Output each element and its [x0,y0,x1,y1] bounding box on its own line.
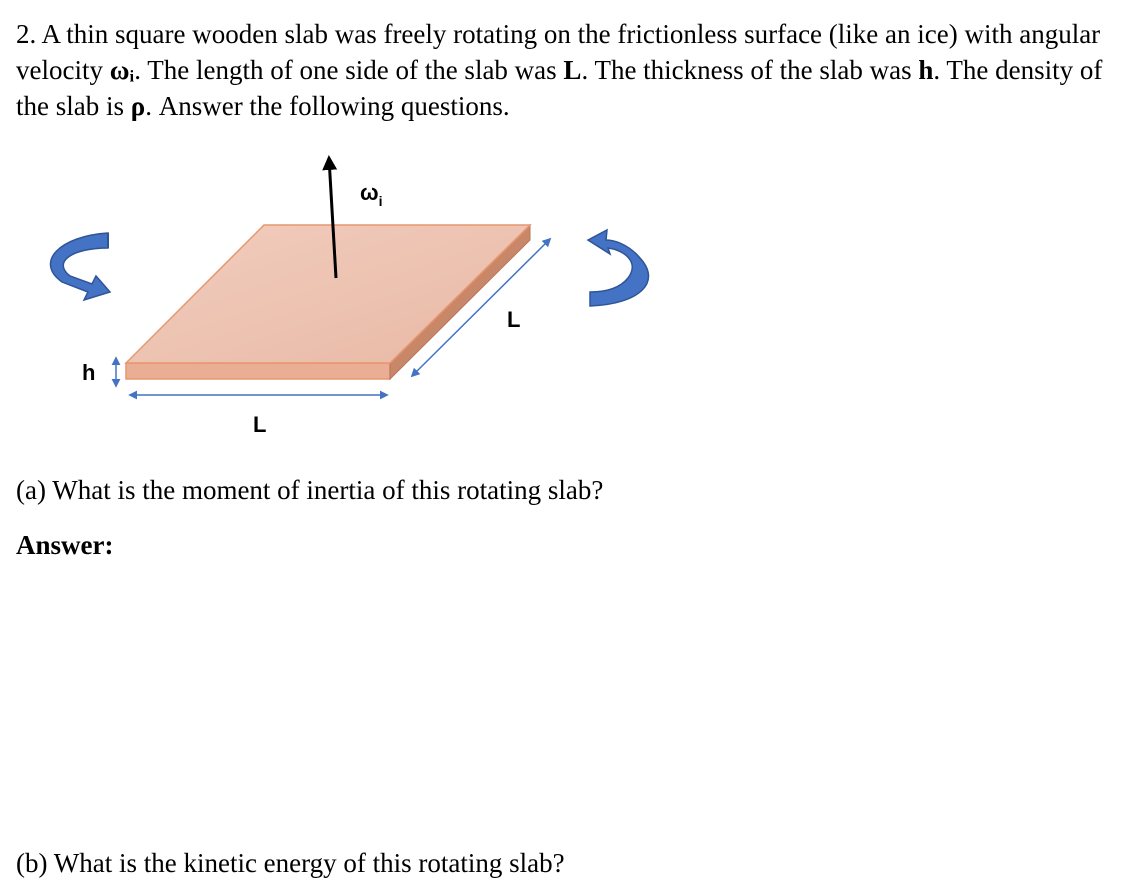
problem-text: 2. A thin square wooden slab was freely rotating on the frictionless surface (like an ice) with angular velocity [16,19,1101,85]
problem-text: . Answer the following questions. [145,91,510,121]
omega-label: $\omega_i$ [360,180,383,209]
answer-space[interactable] [16,570,1106,830]
right-rotation-arrow-icon [588,230,649,306]
density-symbol: ρ [130,91,146,121]
side-length-label: L [507,307,521,332]
problem-text: . The length of one side of the slab was [134,55,564,85]
problem-text: . The density of the slab is [16,55,1103,121]
length-symbol: L [563,55,582,85]
question-b: (b) What is the kinetic energy of this rotating slab? [16,848,565,878]
problem-statement [16,16,1111,124]
left-rotation-arrow-icon [50,233,110,300]
front-length-label: L [253,412,267,437]
omega-symbol: ωᵢ [109,55,135,85]
slab-front-face [126,363,390,379]
question-a: (a) What is the moment of inertia of this rotating slab? [16,475,604,505]
answer-label: Answer: [16,530,114,560]
thickness-symbol: h [918,55,934,85]
problem-text: . The thickness of the slab was [581,55,919,85]
slab-figure [0,140,720,450]
thickness-label: h [82,360,96,385]
